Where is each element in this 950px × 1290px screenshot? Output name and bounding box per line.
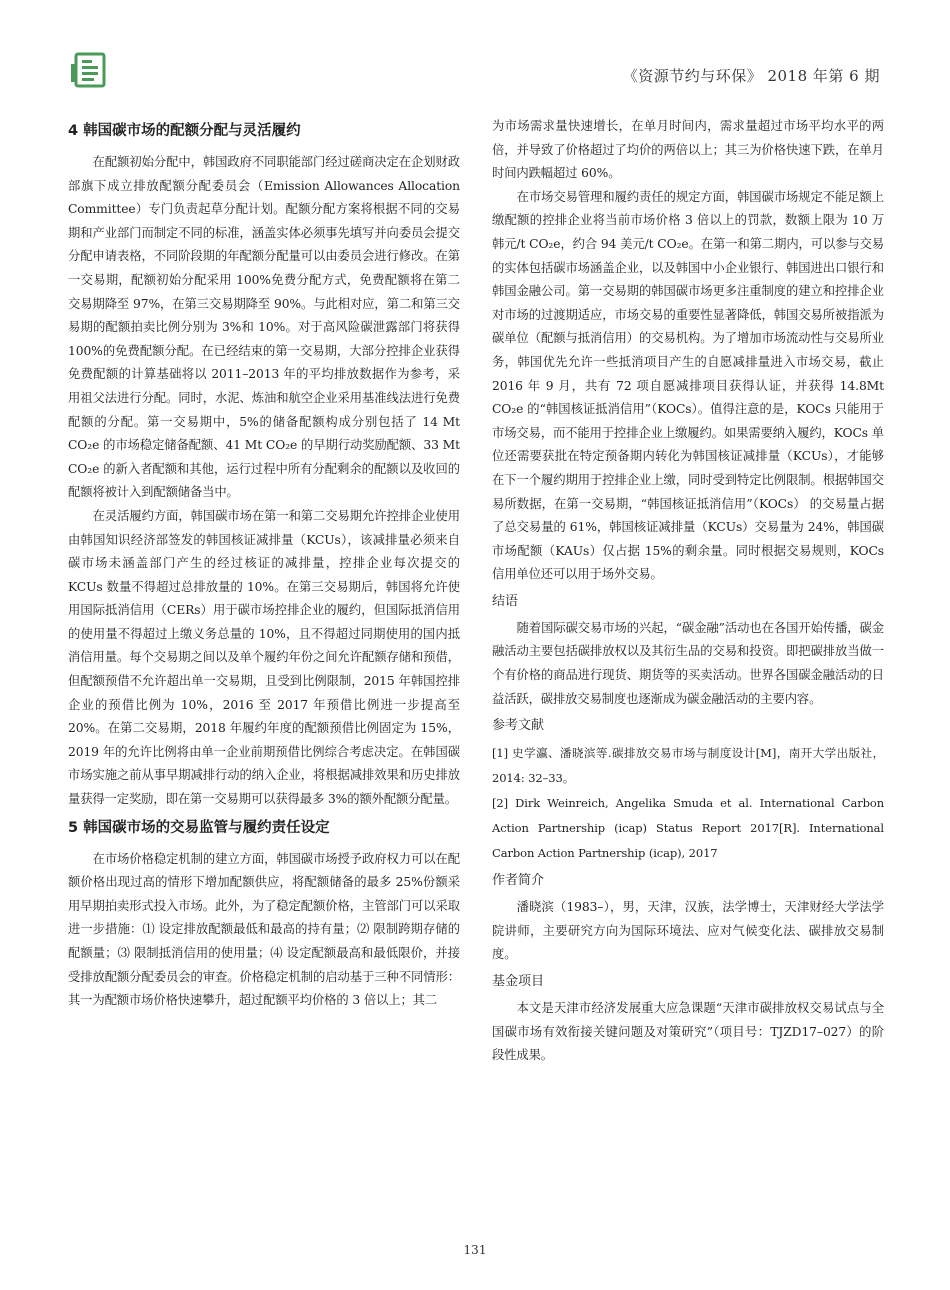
author-bio-title: 作者简介 [492, 873, 545, 889]
paragraph: 在市场交易管理和履约责任的规定方面，韩国碳市场规定不能足额上缴配额的控排企业将当前市场价格 3 倍以上的罚款，数额上限为 10 万韩元/t CO₂e，约合 94 美元/t CO₂e。在第一和第二期内，可以参与交易的实体包括碳市场涵盖企业，以及韩国中小企业银行、韩国进出口银行和韩国金融公司。第一交易期的韩国碳市场更多注重制度的建立和控排企业对市场的过渡期适应，市场交易的重要性显著降低，韩国交易所被指派为碳单位（配额与抵消信用）的交易机构。为了增加市场流动性与交易所业务，韩国优先允许一些抵消项目产生的自愿减排量进入市场交易，截止 2016 年 9 月，共有 72 项自愿减排项目获得认证，并获得 14.8Mt CO₂e 的“韩国核证抵消信用”（KOCs）。值得注意的是，KOCs 只能用于市场交易，而不能用于控排企业上缴履约。如果需要纳入履约，KOCs 单位还需要获批在特定预备期内转化为韩国核证减排量（KCUs），才能够在下一个履约期用于控排企业上缴，同时受到特定比例限制。根据韩国交易所数据，在第一交易期，“韩国核证抵消信用”（KOCs） 的交易量占据了总交易量的 61%，韩国核证减排量（KCUs）交易量为 24%，韩国碳市场配额（KAUs）仅占据 15%的剩余量。同时根据交易规则，KOCs 信用单位还可以用于场外交易。 [492, 189, 884, 582]
reference-item: [2] Dirk Weinreich, Angelika Smuda et al. International Carbon Action Partnership (icap) Status Report 2017[R]. International Carbon Action Partnership (icap), 2017 [492, 796, 884, 861]
paragraph: 为市场需求量快速增长，在单月时间内，需求量超过市场平均水平的两倍，并导致了价格超过了均价的两倍以上；其三为价格快速下跌，在单月时间内跌幅超过 60%。 [492, 119, 884, 181]
paragraph: 随着国际碳交易市场的兴起，“碳金融”活动也在各国开始传播，碳金融活动主要包括碳排放权以及其衍生品的交易和投资。即把碳排放当做一个有价格的商品进行现货、期货等的买卖活动。世界各国碳金融活动的日益活跃，碳排放交易制度也逐渐成为碳金融活动的主要内容。 [492, 620, 884, 706]
paragraph: 潘晓滨（1983–），男，天津，汉族，法学博士，天津财经大学法学院讲师，主要研究方向为国际环境法、应对气候变化法、碳排放交易制度。 [492, 900, 884, 962]
page-number: 131 [463, 1243, 487, 1257]
references-title: 参考文献 [492, 718, 545, 734]
paragraph: 本文是天津市经济发展重大应急课题“天津市碳排放权交易试点与全国碳市场有效衔接关键问题及对策研究”（项目号：TJZD17–027）的阶段性成果。 [492, 1001, 884, 1063]
journal-header: 《资源节约与环保》 2018 年第 6 期 [622, 67, 880, 85]
paragraph: 在配额初始分配中，韩国政府不同职能部门经过磋商决定在企划财政部旗下成立排放配额分配委员会（Emission Allowances Allocation Committee）专门负责起草分配计划。配额分配方案将根据不同的交易期和产业部门而制定不同的标准，涵盖实体必须事先填写并向委员会提交分配申请表格，不同阶段期的年配额分配量可以由委员会进行修改。在第一交易期，配额初始分配采用 100%免费分配方式，免费配额将在第二交易期降至 97%，在第三交易期降至 90%。与此相对应，第二和第三交易期的配额拍卖比例分别为 3%和 10%。对于高风险碳泄露部门将获得 100%的免费配额分配。在已经结束的第一交易期，大部分控排企业获得免费配额的计算基础将以 2011–2013 年的平均排放数据作为参考，采用祖父法进行分配。同时，水泥、炼油和航空企业采用基准线法进行免费配额的分配。第一交易期中，5%的储备配额构成分别包括了 14 Mt CO₂e 的市场稳定储备配额、41 Mt CO₂e 的早期行动奖励配额、33 Mt CO₂e 的新入者配额和其他，运行过程中所有分配剩余的配额以及收回的配额将被计入到配额储备当中。 [68, 155, 460, 500]
section-4-title: 4 韩国碳市场的配额分配与灵活履约 [68, 123, 301, 139]
right-column [492, 115, 884, 1068]
left-column [68, 115, 460, 1013]
paragraph: 在灵活履约方面，韩国碳市场在第一和第二交易期允许控排企业使用由韩国知识经济部签发的韩国核证减排量（KCUs），该减排量必须来自碳市场未涵盖部门产生的经过核证的减排量，控排企业每次提交的 KCUs 数量不得超过总排放量的 10%。在第三交易期后，韩国将允许使用国际抵消信用（CERs）用于碳市场控排企业的履约，但国际抵消信用的使用量不得超过上缴义务总量的 10%，且不得超过同期使用的国内抵消信用量。每个交易期之间以及单个履约年份之间允许配额存储和预借，但配额预借不允许超出单一交易期，且受到比例限制，2015 年韩国控排企业的预借比例为 10%，2016 至 2017 年预借比例进一步提高至 20%。在第二交易期，2018 年履约年度的配额预借比例固定为 15%，2019 年的允许比例将由单一企业前期预借比例综合考虑决定。在韩国碳市场实施之前从事早期减排行动的纳入企业，将根据减排效果和历史排放量获得一定奖励，即在第一交易期可以获得最多 3%的额外配额分配量。 [68, 508, 460, 807]
section-5-title: 5 韩国碳市场的交易监管与履约责任设定 [68, 819, 330, 836]
conclusion-title: 结语 [492, 593, 519, 609]
funding-title: 基金项目 [492, 974, 545, 990]
journal-logo-icon [70, 50, 110, 90]
reference-item: [1] 史学瀛、潘晓滨等.碳排放交易市场与制度设计[M]，南开大学出版社，2014: 32–33。 [492, 746, 884, 786]
paragraph: 在市场价格稳定机制的建立方面，韩国碳市场授予政府权力可以在配额价格出现过高的情形下增加配额供应，将配额储备的最多 25%份额采用早期拍卖形式投入市场。此外，为了稳定配额价格，主管部门可以采取进一步措施：⑴ 设定排放配额最低和最高的持有量；⑵ 限制跨期存储的配额量；⑶ 限制抵消信用的使用量；⑷ 设定配额最高和最低限价，并接受排放配额分配委员会的审查。价格稳定机制的启动基于三种不同情形：其一为配额市场价格快速攀升，超过配额平均价格的 3 倍以上；其二 [68, 851, 460, 1008]
